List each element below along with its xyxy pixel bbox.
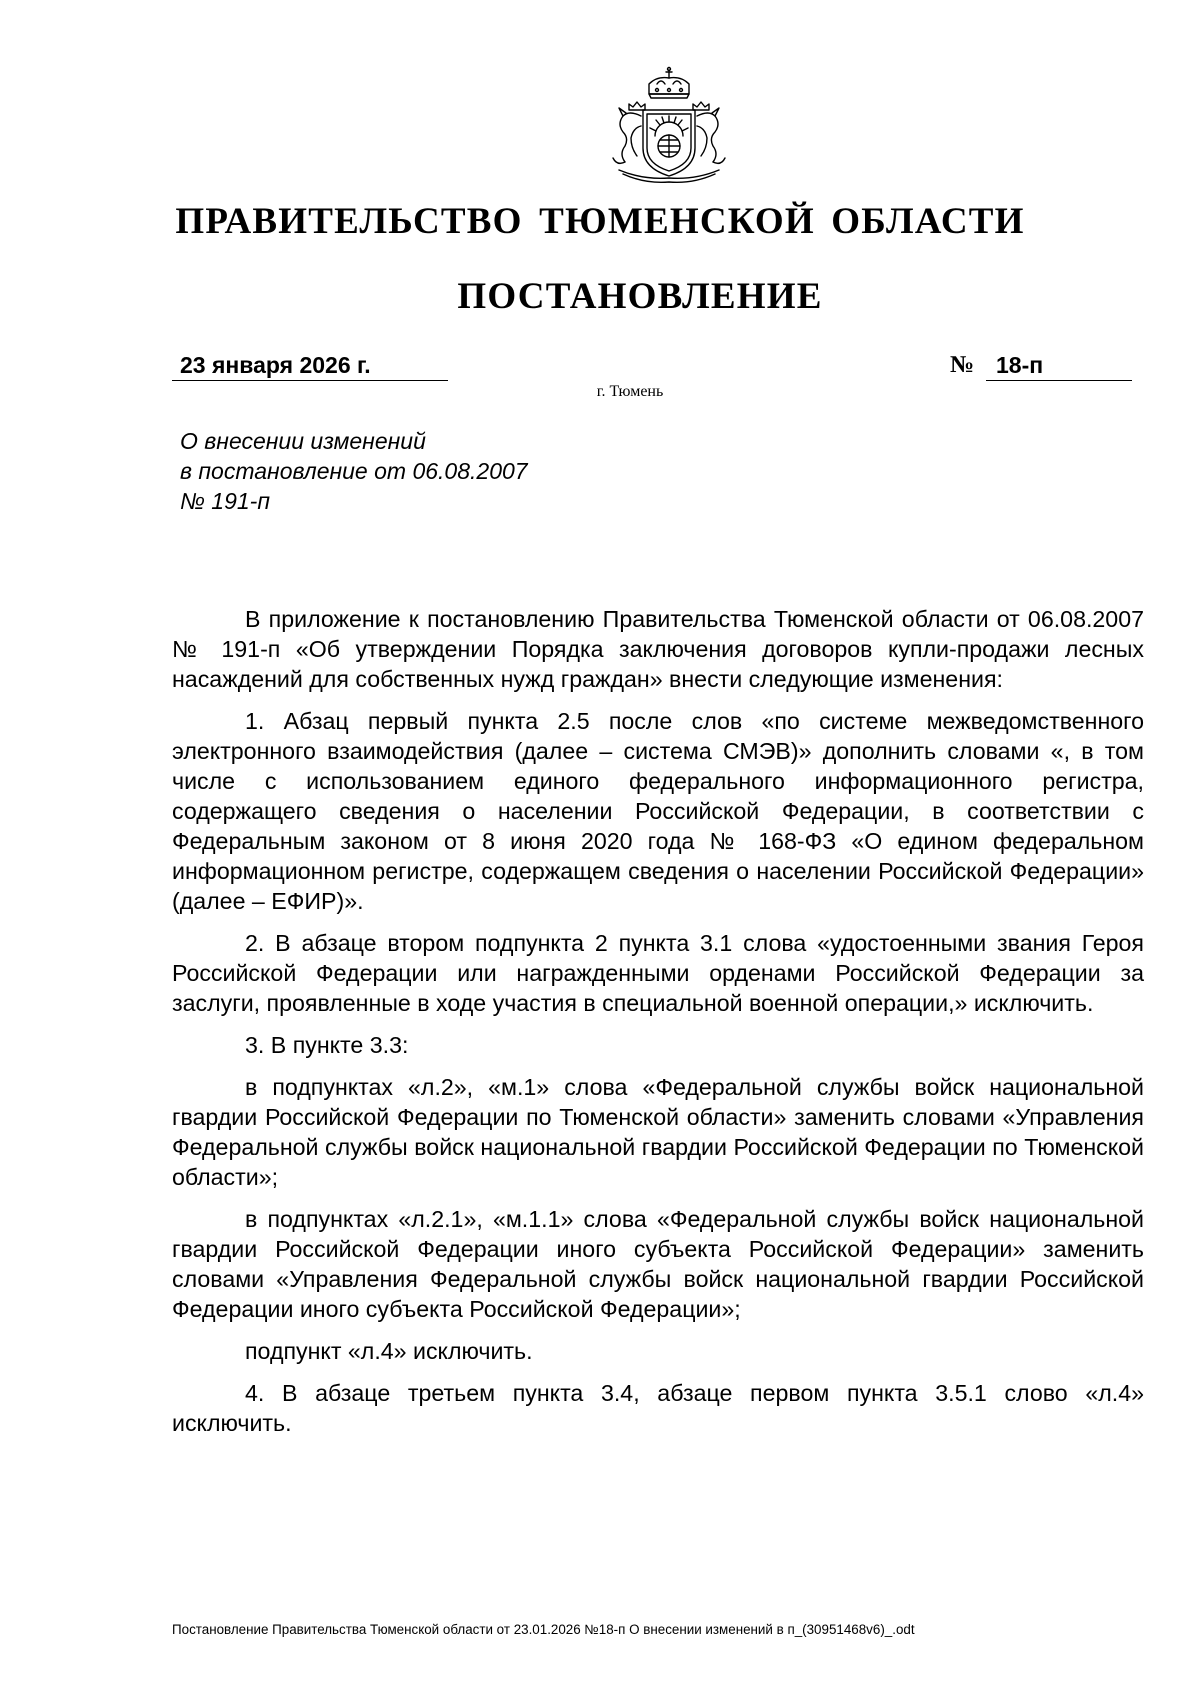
document-body: [172, 604, 1144, 1450]
body-paragraph: 2. В абзаце втором подпункта 2 пункта 3.1 слова «удостоенными звания Героя Российской Федерации или награжденными орденами Российской Федерации за заслуги, проявленные в ходе участия в специальной военной операции,» исключить.: [172, 930, 1144, 1016]
government-title: ПРАВИТЕЛЬСТВО ТЮМЕНСКОЙ ОБЛАСТИ: [175, 201, 1025, 242]
document-date: 23 января 2026 г.: [172, 351, 448, 381]
body-paragraph: 4. В абзаце третьем пункта 3.4, абзаце первом пункта 3.5.1 слово «л.4» исключить.: [172, 1380, 1144, 1436]
body-paragraph: 3. В пункте 3.3:: [245, 1032, 409, 1058]
page-footer: Постановление Правительства Тюменской области от 23.01.2026 №18-п О внесении изменений в п_(30951468v6)_.odt: [172, 1622, 915, 1637]
issue-city: г. Тюмень: [596, 383, 664, 400]
subject-line: О внесении изменений: [180, 428, 426, 454]
document-number: 18-п: [986, 351, 1132, 381]
body-paragraph: подпункт «л.4» исключить.: [245, 1338, 533, 1364]
coat-of-arms-icon: [599, 66, 739, 186]
subject-line: № 191-п: [180, 488, 270, 514]
document-type-title: ПОСТАНОВЛЕНИЕ: [457, 276, 823, 317]
subject-line: в постановление от 06.08.2007: [180, 458, 528, 484]
body-paragraph: в подпунктах «л.2», «м.1» слова «Федеральной службы войск национальной гвардии Российской Федерации по Тюменской области» заменить словами «Управления Федеральной службы войск национальной гвардии Российской Федерации по Тюменской области»;: [172, 1074, 1144, 1190]
body-paragraph: в подпунктах «л.2.1», «м.1.1» слова «Федеральной службы войск национальной гвардии Российской Федерации иного субъекта Российской Федерации» заменить словами «Управления Федеральной службы войск национальной гвардии Российской Федерации иного субъекта Российской Федерации»;: [172, 1206, 1144, 1322]
body-paragraph: 1. Абзац первый пункта 2.5 после слов «по системе межведомственного электронного взаимодействия (далее – система СМЭВ)» дополнить словами «, в том числе с использованием единого федерального информационного регистра, содержащего сведения о населении Российской Федерации, в соответствии с Федеральным законом от 8 июня 2020 года № 168-ФЗ «О едином федеральном информационном регистре, содержащем сведения о населении Российской Федерации» (далее – ЕФИР)».: [172, 708, 1144, 914]
number-sign: №: [950, 352, 975, 378]
document-subject: [180, 426, 528, 516]
body-paragraph: В приложение к постановлению Правительства Тюменской области от 06.08.2007 № 191-п «Об утверждении Порядка заключения договоров купли-продажи лесных насаждений для собственных нужд граждан» внести следующие изменения:: [172, 606, 1144, 692]
